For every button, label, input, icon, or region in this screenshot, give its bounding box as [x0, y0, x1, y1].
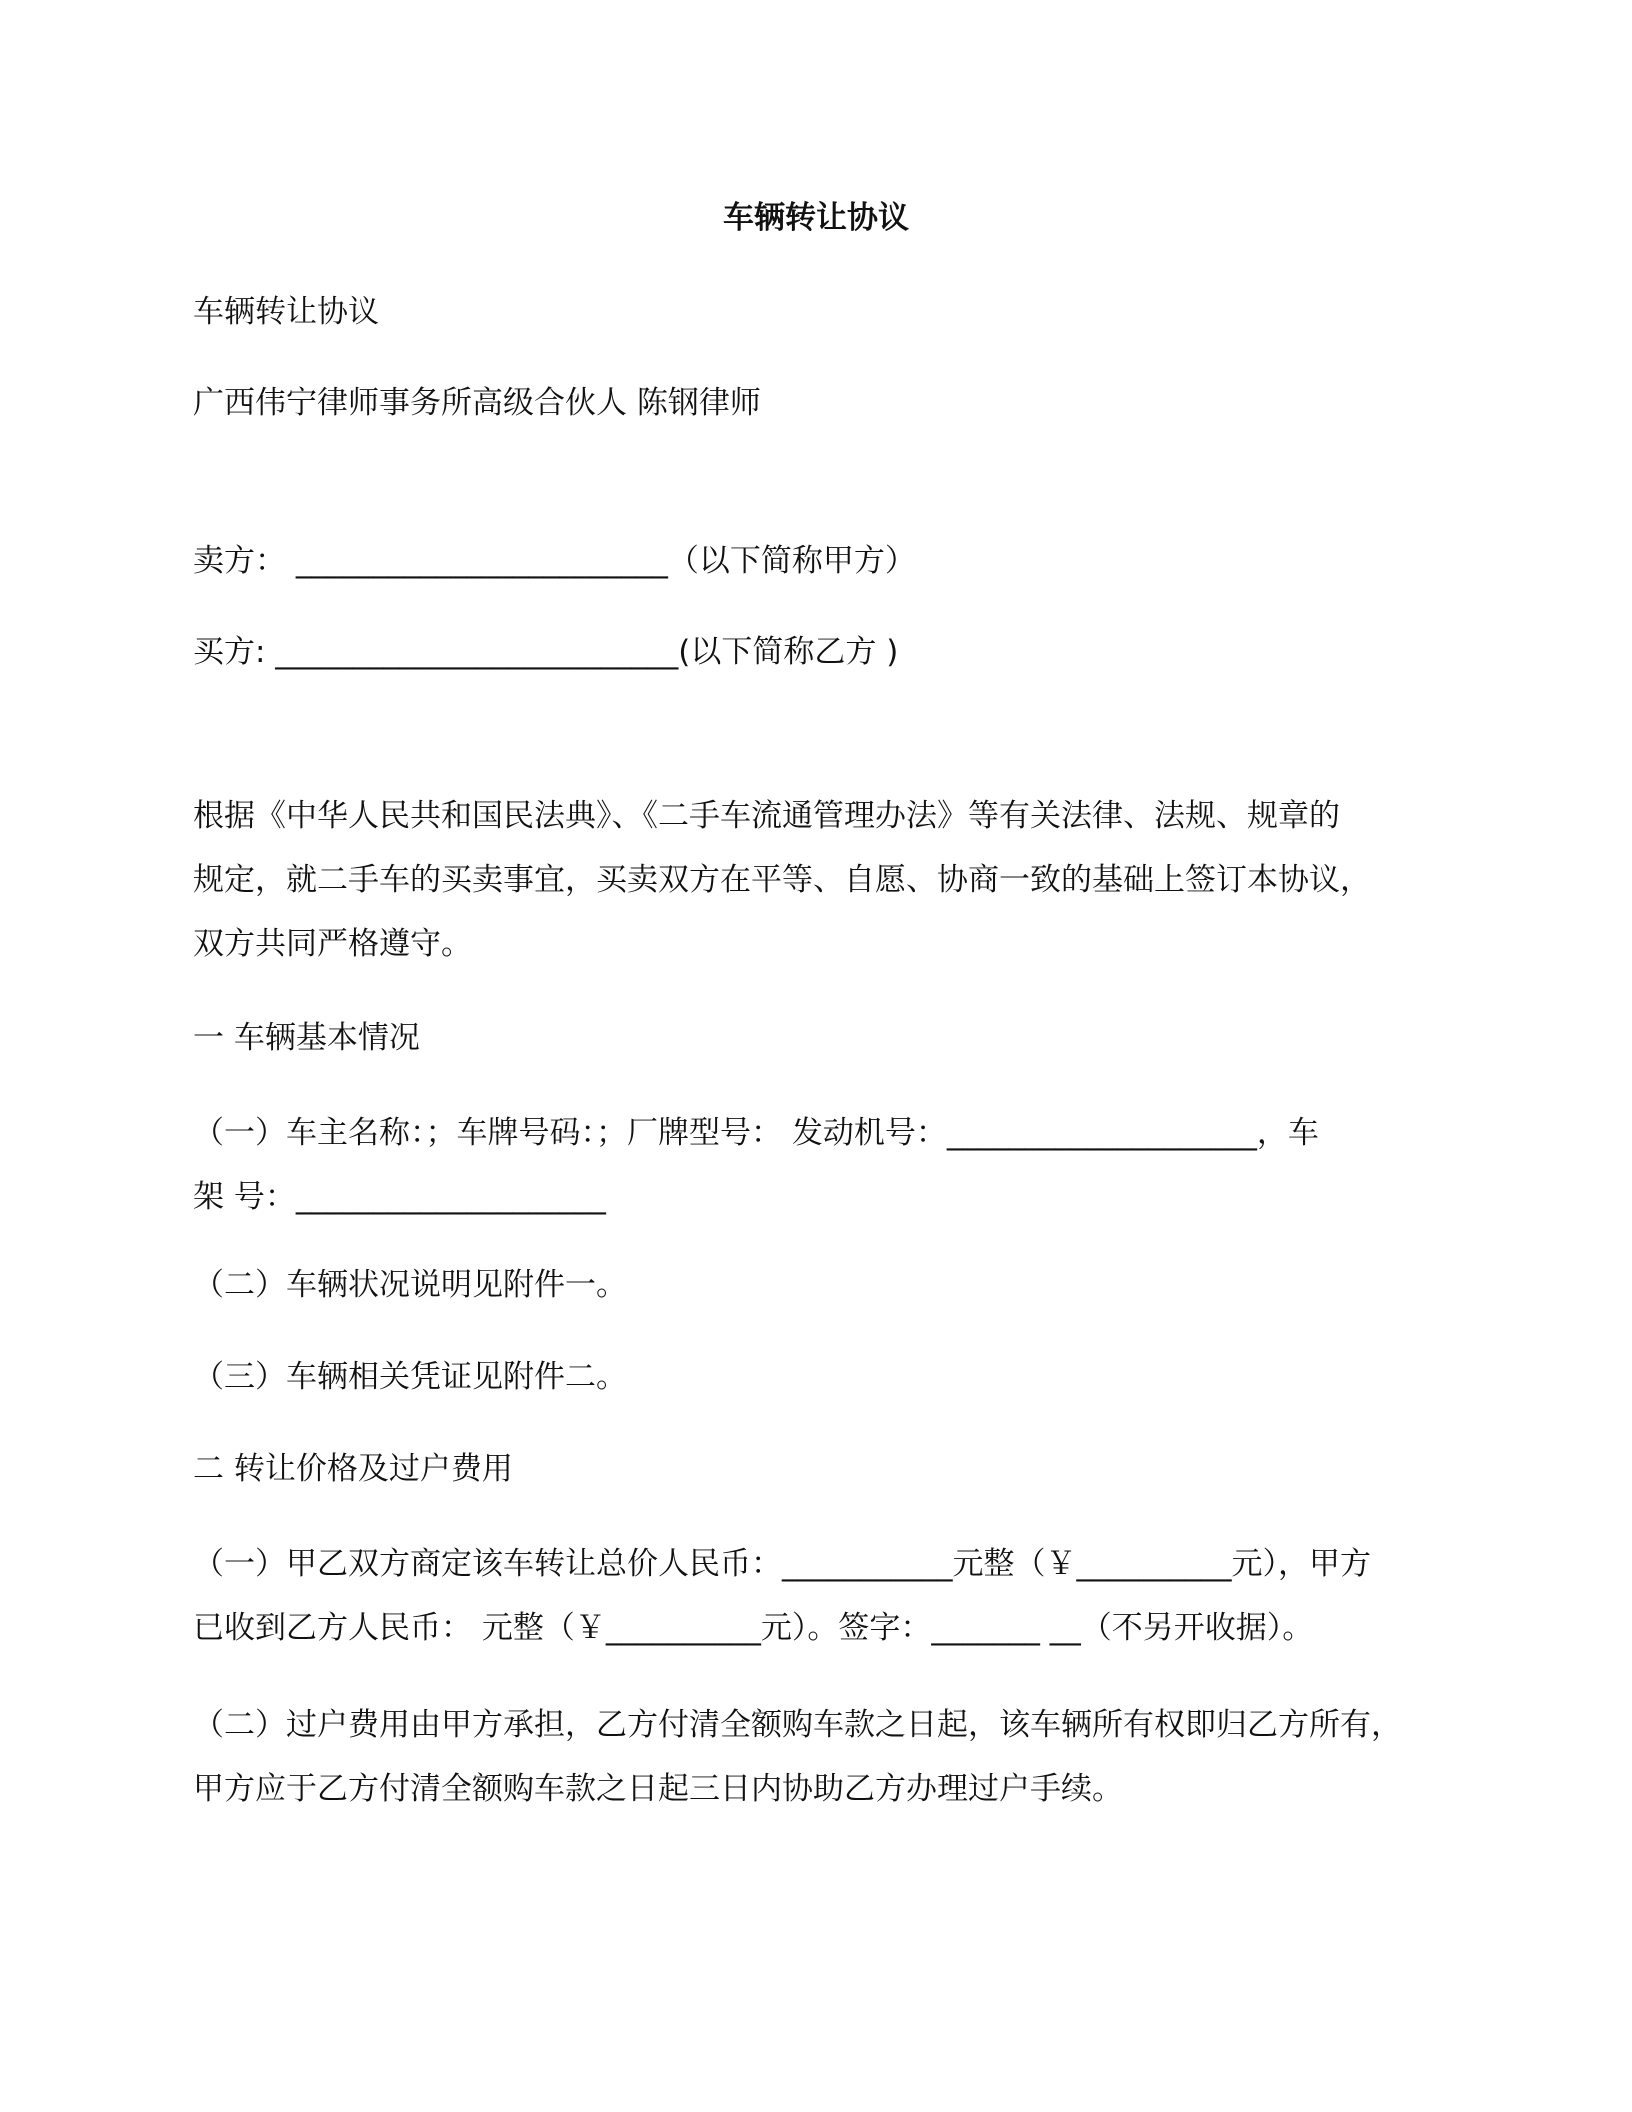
preamble-line: 规定，就二手车的买卖事宜，买卖双方在平等、自愿、协商一致的基础上签订本协议，	[193, 862, 1371, 898]
section1-item2: （二）车辆状况说明见附件一。	[193, 1267, 627, 1303]
document-title: 车辆转让协议	[723, 200, 909, 236]
section2-item1	[193, 1532, 1448, 1660]
preamble-line: 双方共同严格遵守。	[193, 926, 472, 962]
section2-item1-line: 已收到乙方人民币： 元整（￥__________元）。签字：_______ __（不另开收据）。	[193, 1610, 1314, 1646]
section2-item2	[193, 1693, 1448, 1821]
section1-item1-line: （一）车主名称：；车牌号码：；厂牌型号： 发动机号：____________________，车	[193, 1115, 1319, 1151]
preamble-paragraph	[193, 784, 1448, 976]
author-line: 广西伟宁律师事务所高级合伙人 陈钢律师	[193, 385, 761, 421]
buyer-line: 买方: __________________________(以下简称乙方 )	[193, 634, 899, 670]
section2-item1-line: （一）甲乙双方商定该车转让总价人民币：___________元整（￥__________元），甲方	[193, 1546, 1371, 1582]
section2-item2-line: 甲方应于乙方付清全额购车款之日起三日内协助乙方办理过户手续。	[193, 1771, 1123, 1807]
seller-line: 卖方： ________________________（以下简称甲方）	[193, 543, 916, 579]
section1-heading: 一 车辆基本情况	[193, 1020, 420, 1056]
document-subtitle: 车辆转让协议	[193, 294, 379, 330]
section1-item1	[193, 1101, 1448, 1229]
section2-item2-line: （二）过户费用由甲方承担，乙方付清全额购车款之日起，该车辆所有权即归乙方所有，	[193, 1707, 1402, 1743]
section1-item3: （三）车辆相关凭证见附件二。	[193, 1359, 627, 1395]
preamble-line: 根据《中华人民共和国民法典》、《二手车流通管理办法》等有关法律、法规、规章的	[193, 798, 1340, 834]
section2-heading: 二 转让价格及过户费用	[193, 1451, 513, 1487]
section1-item1-line: 架 号：____________________	[193, 1179, 606, 1215]
